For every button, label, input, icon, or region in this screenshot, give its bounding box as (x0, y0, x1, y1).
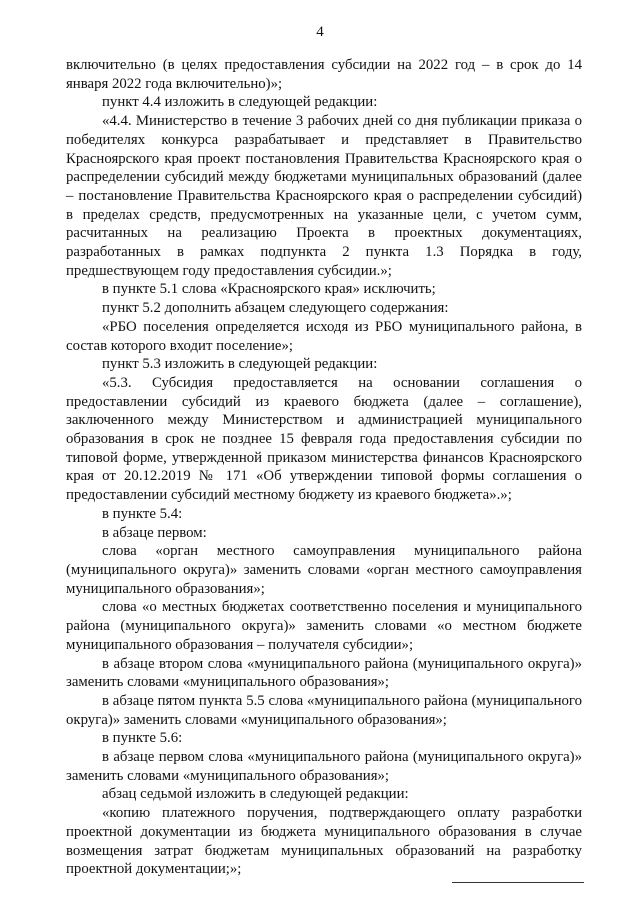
paragraph: абзац седьмой изложить в следующей редакции: (102, 786, 409, 803)
page-number: 4 (316, 24, 324, 40)
paragraph: слова «о местных бюджетах соответственно поселения и муниципального района (муниципального округа)» заменить словами «о местном бюджете муниципального образования – получателя субсидии»; (66, 599, 582, 653)
paragraph: включительно (в целях предоставления субсидии на 2022 год – в срок до 14 января 2022 года включительно)»; (66, 57, 582, 92)
paragraph: в абзаце пятом пункта 5.5 слова «муниципального района (муниципального округа)» заменить словами «муниципального образования»; (66, 692, 582, 728)
paragraph: «копию платежного поручения, подтверждающего оплату разработки проектной документации из бюджета муниципального образования в случае возмещения затрат бюджетам муниципальных образований на разработку проектной документации;»; (66, 805, 582, 878)
paragraph: в пункте 5.1 слова «Красноярского края» исключить; (102, 281, 436, 298)
paragraph: слова «орган местного самоуправления муниципального района (муниципального округа)» заменить словами «орган местного самоуправления муниципального образования»; (66, 543, 582, 597)
paragraph: в абзаце первом слова «муниципального района (муниципального округа)» заменить словами «муниципального образования»; (66, 749, 582, 784)
footer-divider (452, 882, 584, 883)
paragraph: «5.3. Субсидия предоставляется на основании соглашения о предоставлении субсидий из краевого бюджета (далее – соглашение), заключенного между Министерством и администрацией муниципального образования в срок не позднее 15 февраля года предоставления субсидии по типовой форме, утвержденной приказом министерства финансов Красноярского края от 20.12.2019 № 171 «Об утверждении типовой формы соглашения о предоставлении субсидий местному бюджету из краевого бюджета».»; (66, 374, 582, 504)
paragraph: «РБО поселения определяется исходя из РБО муниципального района, в состав которого входит поселение»; (66, 318, 582, 354)
document-body (66, 56, 582, 879)
paragraph: «4.4. Министерство в течение 3 рабочих дней со дня публикации приказа о победителях конкурса разрабатывает и представляет в Правительство Красноярского края проект постановления Правительства Красноярского края о распределении субсидий между бюджетами муниципальных образований (далее – постановление Правительства Красноярского края о распределении субсидий) в пределах средств, предусмотренных на указанные цели, с учетом сумм, расчитанных на реализацию Проекта в проектных документациях, разработанных в рамках подпункта 2 пункта 1.3 Порядка в году, предшествующем году предоставления субсидии.»; (66, 113, 582, 279)
paragraph: пункт 5.3 изложить в следующей редакции: (102, 356, 378, 373)
paragraph: пункт 4.4 изложить в следующей редакции: (102, 94, 378, 111)
paragraph: в абзаце втором слова «муниципального района (муниципального округа)» заменить словами «муниципального образования»; (66, 655, 582, 691)
paragraph: в пункте 5.4: (102, 505, 183, 522)
paragraph: в пункте 5.6: (102, 730, 183, 747)
paragraph: пункт 5.2 дополнить абзацем следующего содержания: (102, 300, 449, 317)
paragraph: в абзаце первом: (102, 524, 207, 541)
